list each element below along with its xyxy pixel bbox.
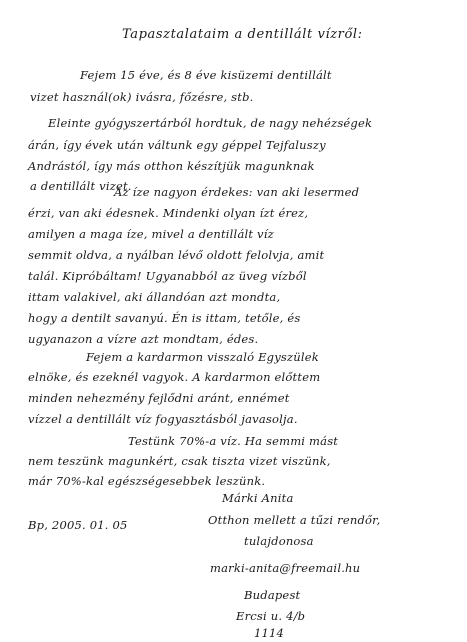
letter-line-10: semmit oldva, a nyálban lévő oldott felolvja, amit (28, 248, 325, 262)
letter-line-16: elnöke, és ezeknél vagyok. A kardarmon előttem (28, 370, 321, 384)
letter-line-6: a dentillált vizet. (30, 179, 132, 193)
letter-line-13: hogy a dentilt savanyú. Én is ittam, tetőle, és (28, 311, 301, 325)
letter-line-15: Fejem a kardarmon visszaló Egyszülek (86, 350, 319, 364)
letter-line-19: Testünk 70%-a víz. Ha semmi mást (128, 434, 339, 448)
signature-role-line-2: tulajdonosa (244, 534, 314, 548)
letter-line-21: már 70%-kal egészségesebbek leszünk. (28, 474, 266, 488)
letter-line-5: Andrástól, így más otthon készítjük magunknak (28, 159, 315, 173)
signature-name: Márki Anita (222, 491, 294, 505)
signature-email: marki-anita@freemail.hu (210, 561, 361, 575)
letter-title: Tapasztalataim a dentillált vízről: (122, 27, 363, 42)
letter-line-3: Eleinte gyógyszertárból hordtuk, de nagy nehézségek (48, 116, 373, 130)
letter-line-1: Fejem 15 éve, és 8 éve kisüzemi dentillált (80, 68, 332, 82)
signature-street: Ercsi u. 4/b (236, 609, 306, 623)
letter-line-18: vízzel a dentillált víz fogyasztásból javasolja. (28, 412, 298, 426)
letter-date: Bp, 2005. 01. 05 (28, 518, 128, 532)
letter-line-7: Az íze nagyon érdekes: van aki lesermed (114, 185, 360, 199)
letter-line-12: ittam valakivel, aki állandóan azt mondta, (28, 290, 281, 304)
letter-line-9: amilyen a maga íze, mivel a dentillált víz (28, 227, 274, 241)
letter-line-2: vizet használ(ok) ivásra, főzésre, stb. (30, 90, 254, 104)
letter-line-14: ugyanazon a vízre azt mondtam, édes. (28, 332, 259, 346)
letter-line-20: nem teszünk magunkért, csak tiszta vizet viszünk, (28, 454, 331, 468)
letter-line-17: minden nehezmény fejlődni aránt, ennémet (28, 391, 290, 405)
signature-postcode: 1114 (254, 626, 285, 640)
letter-line-8: érzi, van aki édesnek. Mindenki olyan ízt érez, (28, 206, 309, 220)
signature-city: Budapest (244, 588, 301, 602)
signature-role-line-1: Otthon mellett a tűzi rendőr, (208, 513, 381, 527)
letter-line-11: talál. Kipróbáltam! Ugyanabból az üveg vízből (28, 269, 307, 283)
letter-line-4: árán, így évek után váltunk egy géppel Tejfaluszy (28, 138, 326, 152)
